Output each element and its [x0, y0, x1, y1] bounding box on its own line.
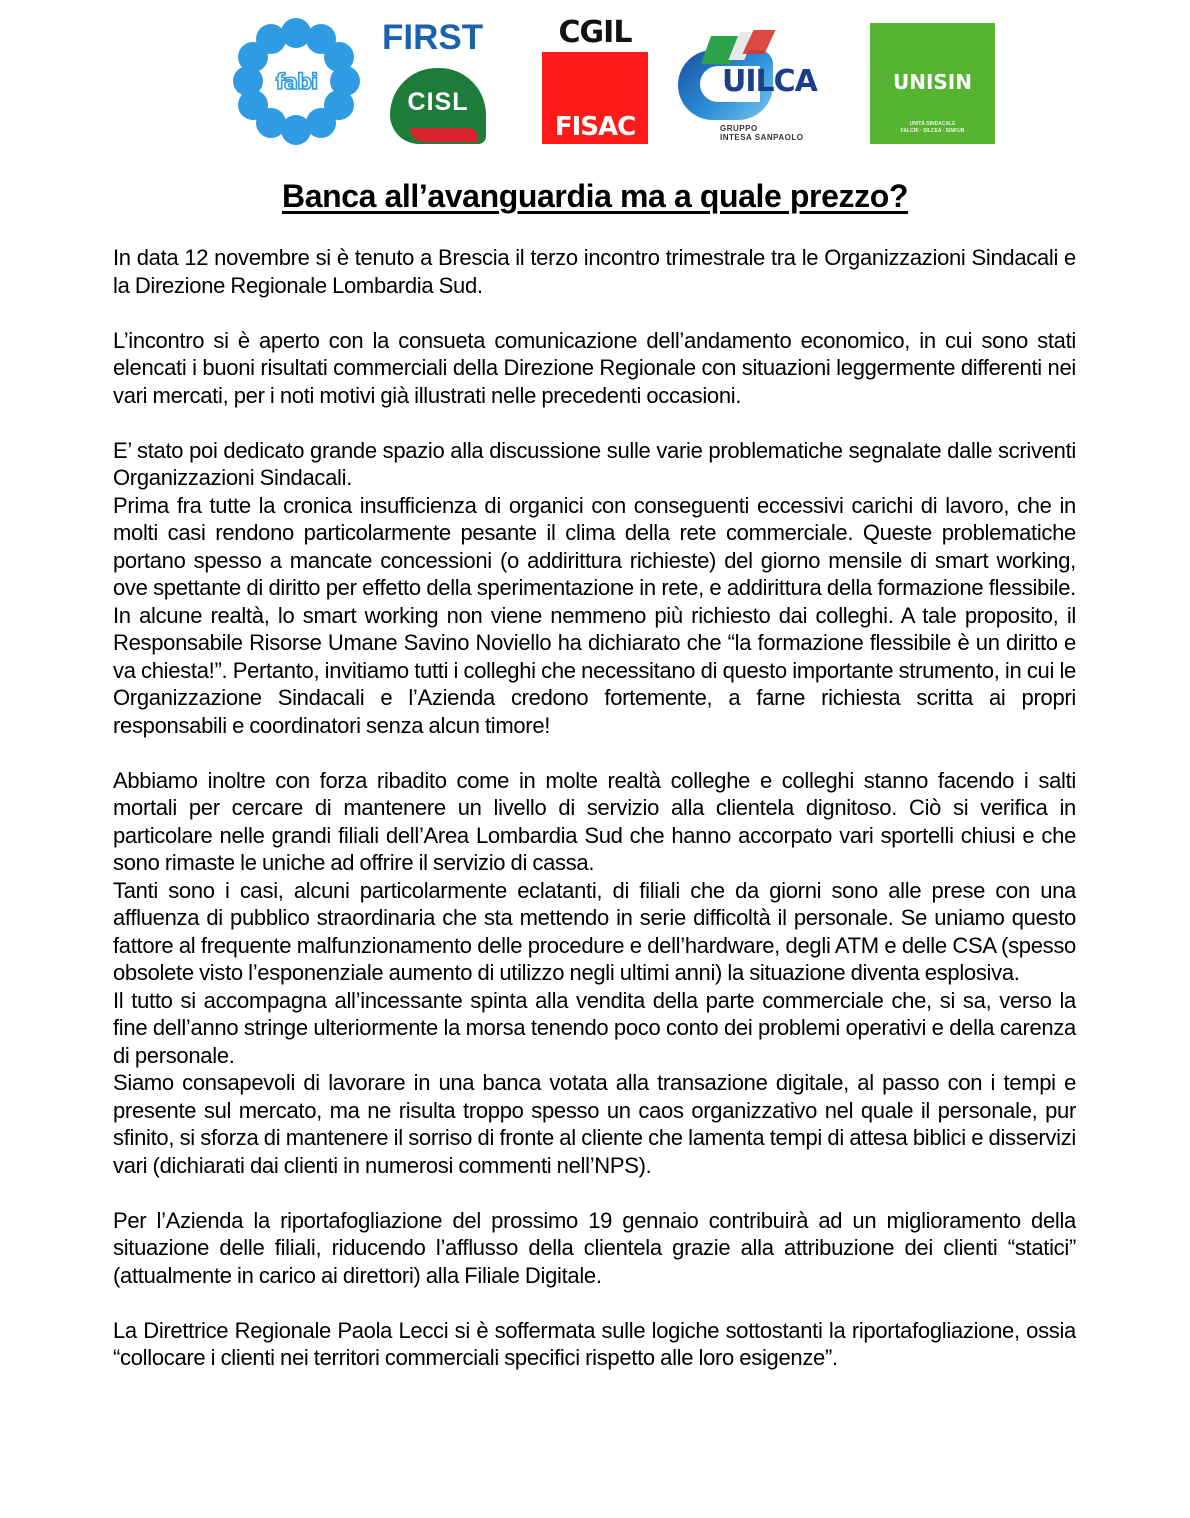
uilca-logo — [676, 30, 841, 148]
paragraph: Per l’Azienda la riportafogliazione del prossimo 19 gennaio contribuirà ad un miglioramento della situazione delle filiali, riducendo l’afflusso della clientela grazie alla attribuzione dei clienti “statici” (attualmente in carico ai direttori) alla Filiale Digitale. — [113, 1207, 1076, 1288]
uilca-logo-text: UILCA — [722, 64, 817, 99]
document-body — [113, 244, 1076, 1372]
paragraph: Abbiamo inoltre con forza ribadito come in molte realtà colleghe e colleghi stanno facendo i salti mortali per cercare di mantenere un livello di servizio alla clientela dignitoso. Ciò si verifica in particolare nelle grandi filiali dell’Area Lombardia Sud che hanno accorpato vari sportelli chiusi e che sono rimaste le uniche ad offrire il servizio di cassa. — [113, 767, 1076, 875]
paragraph: L’incontro si è aperto con la consueta comunicazione dell’andamento economico, in cui sono stati elencati i buoni risultati commerciali della Direzione Regionale con situazioni leggermente differenti nei vari mercati, per i noti motivi già illustrati nelle precedenti occasioni. — [113, 327, 1076, 408]
unisin-logo-text: UNISIN — [892, 70, 972, 94]
uilca-subtitle-line2: INTESA SANPAOLO — [720, 133, 804, 142]
fabi-logo-text: fabi — [275, 69, 318, 94]
first-cisl-logo — [380, 18, 505, 147]
fisac-red-box — [542, 52, 648, 144]
union-logos-header — [0, 0, 1190, 160]
paragraph: La Direttrice Regionale Paola Lecci si è soffermata sulle logiche sottostanti la riportafogliazione, ossia “collocare i clienti nei territori commerciali specifici rispetto alle loro esigenze”. — [113, 1317, 1076, 1370]
fisac-logo-text: FISAC — [554, 112, 636, 142]
unisin-logo — [870, 23, 995, 144]
cgil-logo-text: CGIL — [558, 15, 632, 50]
paragraph: Il tutto si accompagna all’incessante spinta alla vendita della parte commerciale che, si sa, verso la fine dell’anno stringe ulteriormente la morsa tenendo poco conto dei problemi operativi e della carenza di personale. — [113, 987, 1076, 1068]
paragraph: In data 12 novembre si è tenuto a Brescia il terzo incontro trimestrale tra le Organizzazioni Sindacali e la Direzione Regionale Lombardia Sud. — [113, 245, 1076, 298]
cgil-fisac-logo — [540, 15, 650, 144]
document-title: Banca all’avanguardia ma a quale prezzo? — [281, 178, 908, 214]
unisin-subtitle-line1: UNITÀ SINDACALE — [909, 121, 956, 127]
fabi-logo — [233, 18, 360, 145]
paragraph: Siamo consapevoli di lavorare in una banca votata alla transazione digitale, al passo con i tempi e presente sul mercato, ma ne risulta troppo spesso un caos organizzativo nel quale il personale, pur sfinito, si sforza di mantenere il sorriso di fronte al cliente che lamenta tempi di attesa biblici e disservizi vari (dichiarati dai clienti in numerosi commenti nell’NPS). — [113, 1070, 1076, 1178]
paragraph: E’ stato poi dedicato grande spazio alla discussione sulle varie problematiche segnalate dalle scriventi Organizzazioni Sindacali. — [113, 437, 1076, 490]
document-title-wrapper — [0, 178, 1190, 215]
unisin-subtitle — [870, 121, 995, 135]
cisl-logo-text: CISL — [407, 88, 469, 116]
uilca-subtitle-line1: GRUPPO — [720, 124, 758, 133]
uilca-subtitle — [720, 124, 804, 142]
cisl-red-stripe — [410, 128, 478, 142]
paragraph: Prima fra tutte la cronica insufficienza di organici con conseguenti eccessivi carichi di lavoro, che in molti casi rendono particolarmente pesante il clima della rete commerciale. Queste problematiche portano spesso a mancate concessioni (o addirittura richieste) del giorno mensile di smart working, ove spettante di diritto per effetto della sperimentazione in rete, e addirittura della formazione flessibile. In alcune realtà, lo smart working non viene nemmeno più richiesto dai colleghi. A tale proposito, il Responsabile Risorse Umane Savino Noviello ha dichiarato che “la formazione flessibile è un diritto e va chiesta!”. Pertanto, invitiamo tutti i colleghi che necessitano di questo importante strumento, in cui le Organizzazione Sindacali e l’Azienda credono fortemente, a farne richiesta scritta ai propri responsabili e coordinatori senza alcun timore! — [113, 492, 1076, 738]
first-logo-text: FIRST — [382, 18, 484, 57]
unisin-subtitle-line2: FALCRI · SILCEA · SINFUB — [900, 128, 965, 134]
paragraph: Tanti sono i casi, alcuni particolarmente eclatanti, di filiali che da giorni sono alle prese con una affluenza di pubblico straordinaria che sta mettendo in serie difficoltà il personale. Se uniamo questo fattore al frequente malfunzionamento delle procedure e dell’hardware, degli ATM e delle CSA (spesso obsolete visto l’esponenziale aumento di utilizzo negli ultimi anni) la situazione diventa esplosiva. — [113, 877, 1076, 985]
